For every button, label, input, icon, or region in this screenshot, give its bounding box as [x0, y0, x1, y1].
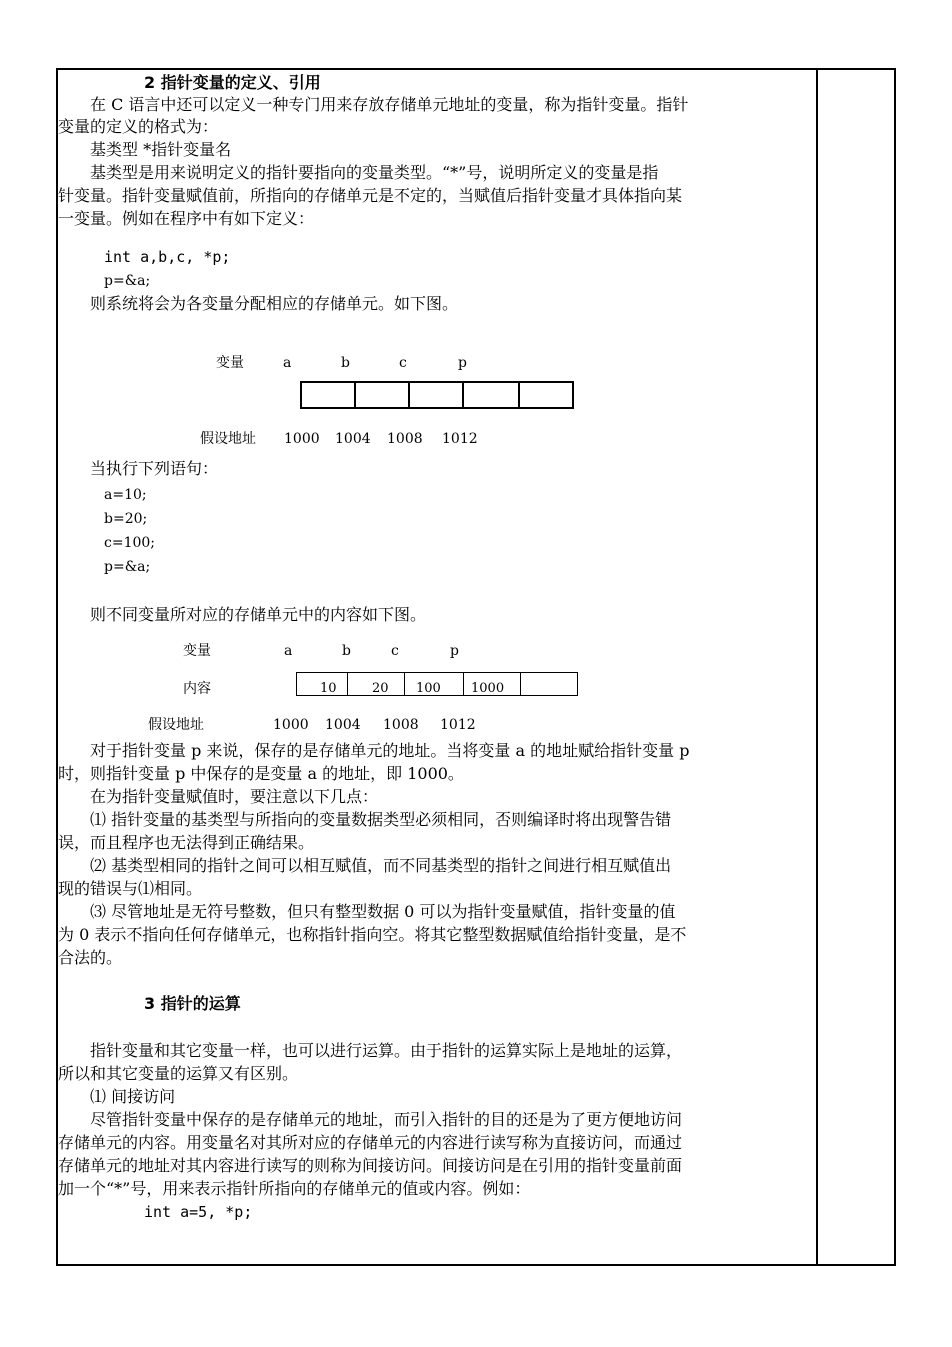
cell-value: 20 [372, 681, 389, 696]
definition-format: 基类型 *指针变量名 [90, 140, 232, 159]
column-divider [816, 68, 818, 567]
paragraph-line: 在 C 语言中还可以定义一种专门用来存放存储单元地址的变量，称为指针变量。指针 [90, 95, 689, 114]
paragraph-line: 时，则指针变量 p 中保存的是变量 a 的地址，即 1000。 [58, 764, 464, 783]
variable-name: b [342, 643, 351, 659]
cell-value: 10 [320, 681, 337, 696]
paragraph-line: 所以和其它变量的运算又有区别。 [58, 1064, 299, 1083]
subheading: ⑴ 间接访问 [90, 1087, 176, 1106]
variable-label: 变量 [183, 643, 211, 659]
code-line: int a,b,c, *p; [104, 248, 231, 266]
code-line: p=&a; [104, 559, 151, 575]
address-value: 1004 [325, 717, 361, 733]
memory-cell [408, 381, 464, 409]
variable-label: 变量 [216, 355, 244, 371]
note-item: 为 0 表示不指向任何存储单元，也称指针指向空。将其它整型数据赋值给指针变量，是不 [58, 925, 687, 944]
note-item: ⑴ 指针变量的基类型与所指向的变量数据类型必须相同，否则编译时将出现警告错 [90, 810, 672, 829]
variable-name: c [391, 643, 399, 659]
variable-name: a [284, 643, 293, 659]
section-heading: 2 指针变量的定义、引用 [144, 73, 321, 92]
note-item: ⑵ 基类型相同的指针之间可以相互赋值，而不同基类型的指针之间进行相互赋值出 [90, 856, 672, 875]
memory-cell [462, 381, 520, 409]
address-value: 1004 [335, 431, 371, 447]
address-label: 假设地址 [200, 431, 256, 447]
paragraph-line: 在为指针变量赋值时，要注意以下几点： [90, 787, 379, 806]
paragraph-line: 基类型是用来说明定义的指针要指向的变量类型。“*”号，说明所定义的变量是指 [90, 163, 659, 182]
address-value: 1008 [387, 431, 423, 447]
code-line: p=&a; [104, 273, 151, 289]
paragraph-line: 则系统将会为各变量分配相应的存储单元。如下图。 [90, 294, 459, 313]
variable-name: c [399, 355, 407, 371]
paragraph-line: 存储单元的内容。用变量名对其所对应的存储单元的内容进行读写称为直接访问，而通过 [58, 1133, 683, 1152]
address-value: 1008 [383, 717, 419, 733]
cell-value: 100 [416, 681, 441, 696]
table-left-border [56, 566, 58, 1265]
variable-name: p [458, 355, 467, 371]
paragraph-line: 指针变量和其它变量一样，也可以进行运算。由于指针的运算实际上是地址的运算， [90, 1041, 683, 1060]
address-value: 1000 [273, 717, 309, 733]
content-label: 内容 [183, 681, 211, 697]
code-line: a=10; [104, 487, 147, 503]
paragraph-line: 一变量。例如在程序中有如下定义： [58, 209, 315, 228]
address-label: 假设地址 [148, 717, 204, 733]
section-heading: 3 指针的运算 [144, 994, 241, 1013]
note-item: 现的错误与⑴相同。 [58, 879, 203, 898]
paragraph-line: 尽管指针变量中保存的是存储单元的地址，而引入指针的目的还是为了更方便地访问 [90, 1110, 683, 1129]
paragraph-line: 针变量。指针变量赋值前，所指向的存储单元是不定的，当赋值后指针变量才具体指向某 [58, 186, 683, 205]
cell-value: 1000 [471, 681, 505, 696]
variable-name: a [283, 355, 292, 371]
paragraph-line: 则不同变量所对应的存储单元中的内容如下图。 [90, 605, 427, 624]
note-item: 合法的。 [58, 948, 123, 967]
table-right-border [894, 566, 896, 1265]
address-value: 1000 [284, 431, 320, 447]
memory-cell [300, 381, 356, 409]
table-bottom-border [56, 1264, 896, 1266]
memory-cell [354, 381, 410, 409]
paragraph-line: 加一个“*”号，用来表示指针所指向的存储单元的值或内容。例如： [58, 1179, 531, 1198]
note-item: ⑶ 尽管地址是无符号整数，但只有整型数据 0 可以为指针变量赋值，指针变量的值 [90, 902, 676, 921]
column-divider [816, 566, 818, 1265]
paragraph-line: 当执行下列语句： [90, 459, 219, 478]
memory-cell [520, 672, 578, 696]
paragraph-line: 变量的定义的格式为： [58, 117, 219, 136]
variable-name: p [450, 643, 459, 659]
paragraph-line: 存储单元的地址对其内容进行读写的则称为间接访问。间接访问是在引用的指针变量前面 [58, 1156, 683, 1175]
code-line: b=20; [104, 511, 148, 527]
address-value: 1012 [440, 717, 476, 733]
note-item: 误，而且程序也无法得到正确结果。 [58, 833, 315, 852]
address-value: 1012 [442, 431, 478, 447]
paragraph-line: 对于指针变量 p 来说，保存的是存储单元的地址。当将变量 a 的地址赋给指针变量 p [90, 741, 690, 760]
variable-name: b [341, 355, 350, 371]
memory-cell [518, 381, 574, 409]
code-line: int a=5, *p; [144, 1203, 253, 1221]
code-line: c=100; [104, 535, 156, 551]
